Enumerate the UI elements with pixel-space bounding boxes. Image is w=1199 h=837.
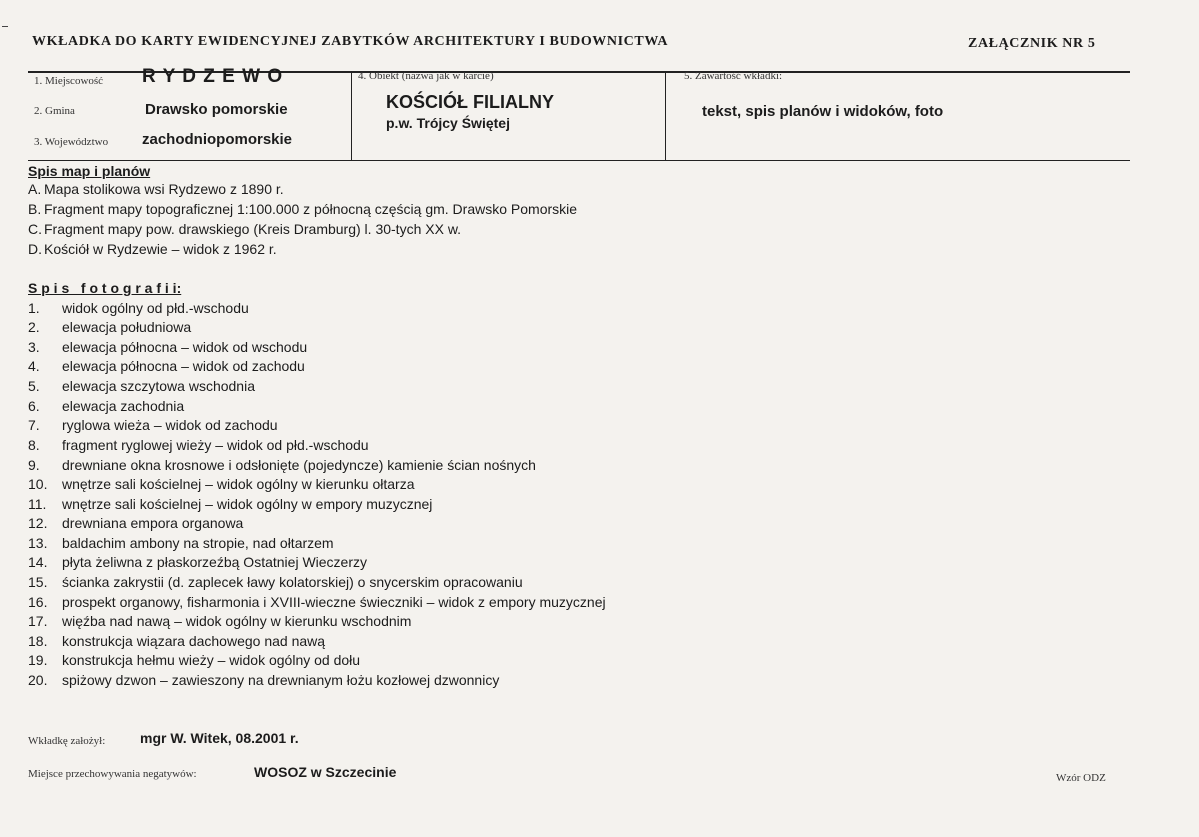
list-item: 12. drewniana empora organowa (28, 515, 244, 531)
list-item: 14. płyta żeliwna z płaskorzeźbą Ostatniej Wieczerzy (28, 554, 368, 570)
list-item: 5. elewacja szczytowa wschodnia (28, 378, 255, 394)
author-label: Wkładkę założył: (28, 735, 106, 747)
fields-bottom-rule (28, 160, 1130, 161)
list-item: 6. elewacja zachodnia (28, 398, 185, 414)
list-item: 3. elewacja północna – widok od wschodu (28, 339, 308, 355)
list-item: 2. elewacja południowa (28, 319, 192, 335)
maps-heading: Spis map i planów (28, 163, 151, 179)
document-title: WKŁADKA DO KARTY EWIDENCYJNEJ ZABYTKÓW ARCHITEKTURY I BUDOWNICTWA (32, 34, 669, 49)
list-item: 4. elewacja północna – widok od zachodu (28, 358, 305, 374)
contents-value: tekst, spis planów i widoków, foto (702, 103, 944, 120)
locality-label: 1. Miejscowość (34, 75, 104, 87)
list-item: 15. ścianka zakrystii (d. zaplecek ławy kolatorskiej) o snycerskim opracowaniu (28, 574, 523, 590)
column-divider-2 (665, 71, 666, 161)
list-item: 18. konstrukcja wiązara dachowego nad nawą (28, 633, 326, 649)
storage-value: WOSOZ w Szczecinie (254, 764, 397, 780)
object-subvalue: p.w. Trójcy Świętej (386, 115, 510, 131)
author-value: mgr W. Witek, 08.2001 r. (140, 730, 299, 746)
commune-label: 2. Gmina (34, 105, 75, 117)
column-divider-1 (351, 71, 352, 161)
list-item: A. Mapa stolikowa wsi Rydzewo z 1890 r. (28, 181, 284, 197)
storage-label: Miejsce przechowywania negatywów: (28, 768, 197, 780)
list-item: 9. drewniane okna krosnowe i odsłonięte (pojedyncze) kamienie ścian nośnych (28, 457, 536, 473)
margin-mark (2, 26, 8, 27)
list-item: C. Fragment mapy pow. drawskiego (Kreis Dramburg) l. 30-tych XX w. (28, 221, 462, 237)
list-item: 7. ryglowa wieża – widok od zachodu (28, 417, 278, 433)
list-item: 8. fragment ryglowej wieży – widok od płd.-wschodu (28, 437, 369, 453)
list-item: B. Fragment mapy topograficznej 1:100.000 z północną częścią gm. Drawsko Pomorskie (28, 201, 578, 217)
attachment-number: ZAŁĄCZNIK NR 5 (968, 36, 1096, 51)
list-item: D. Kościół w Rydzewie – widok z 1962 r. (28, 241, 277, 257)
list-item: 10. wnętrze sali kościelnej – widok ogólny w kierunku ołtarza (28, 476, 415, 492)
object-value: KOŚCIÓŁ FILIALNY (386, 92, 554, 112)
locality-value: R Y D Z E W O (142, 66, 284, 87)
list-item: 1. widok ogólny od płd.-wschodu (28, 300, 249, 316)
list-item: 11. wnętrze sali kościelnej – widok ogólny w empory muzycznej (28, 496, 433, 512)
voivodeship-label: 3. Województwo (34, 136, 109, 148)
voivodeship-value: zachodniopomorskie (142, 131, 293, 148)
commune-value: Drawsko pomorskie (145, 101, 288, 118)
list-item: 13. baldachim ambony na stropie, nad ołtarzem (28, 535, 334, 551)
contents-label: 5. Zawartość wkładki: (684, 70, 783, 82)
list-item: 16. prospekt organowy, fisharmonia i XVIII-wieczne świeczniki – widok z empory muzycznej (28, 594, 606, 610)
photos-heading: S p i s f o t o g r a f i i: (28, 280, 182, 296)
list-item: 19. konstrukcja hełmu wieży – widok ogólny od dołu (28, 652, 361, 668)
list-item: 17. więźba nad nawą – widok ogólny w kierunku wschodnim (28, 613, 412, 629)
template-mark: Wzór ODZ (1056, 772, 1106, 784)
list-item: 20. spiżowy dzwon – zawieszony na drewnianym łożu kozłowej dzwonnicy (28, 672, 500, 688)
object-label: 4. Obiekt (nazwa jak w karcie) (358, 70, 494, 82)
